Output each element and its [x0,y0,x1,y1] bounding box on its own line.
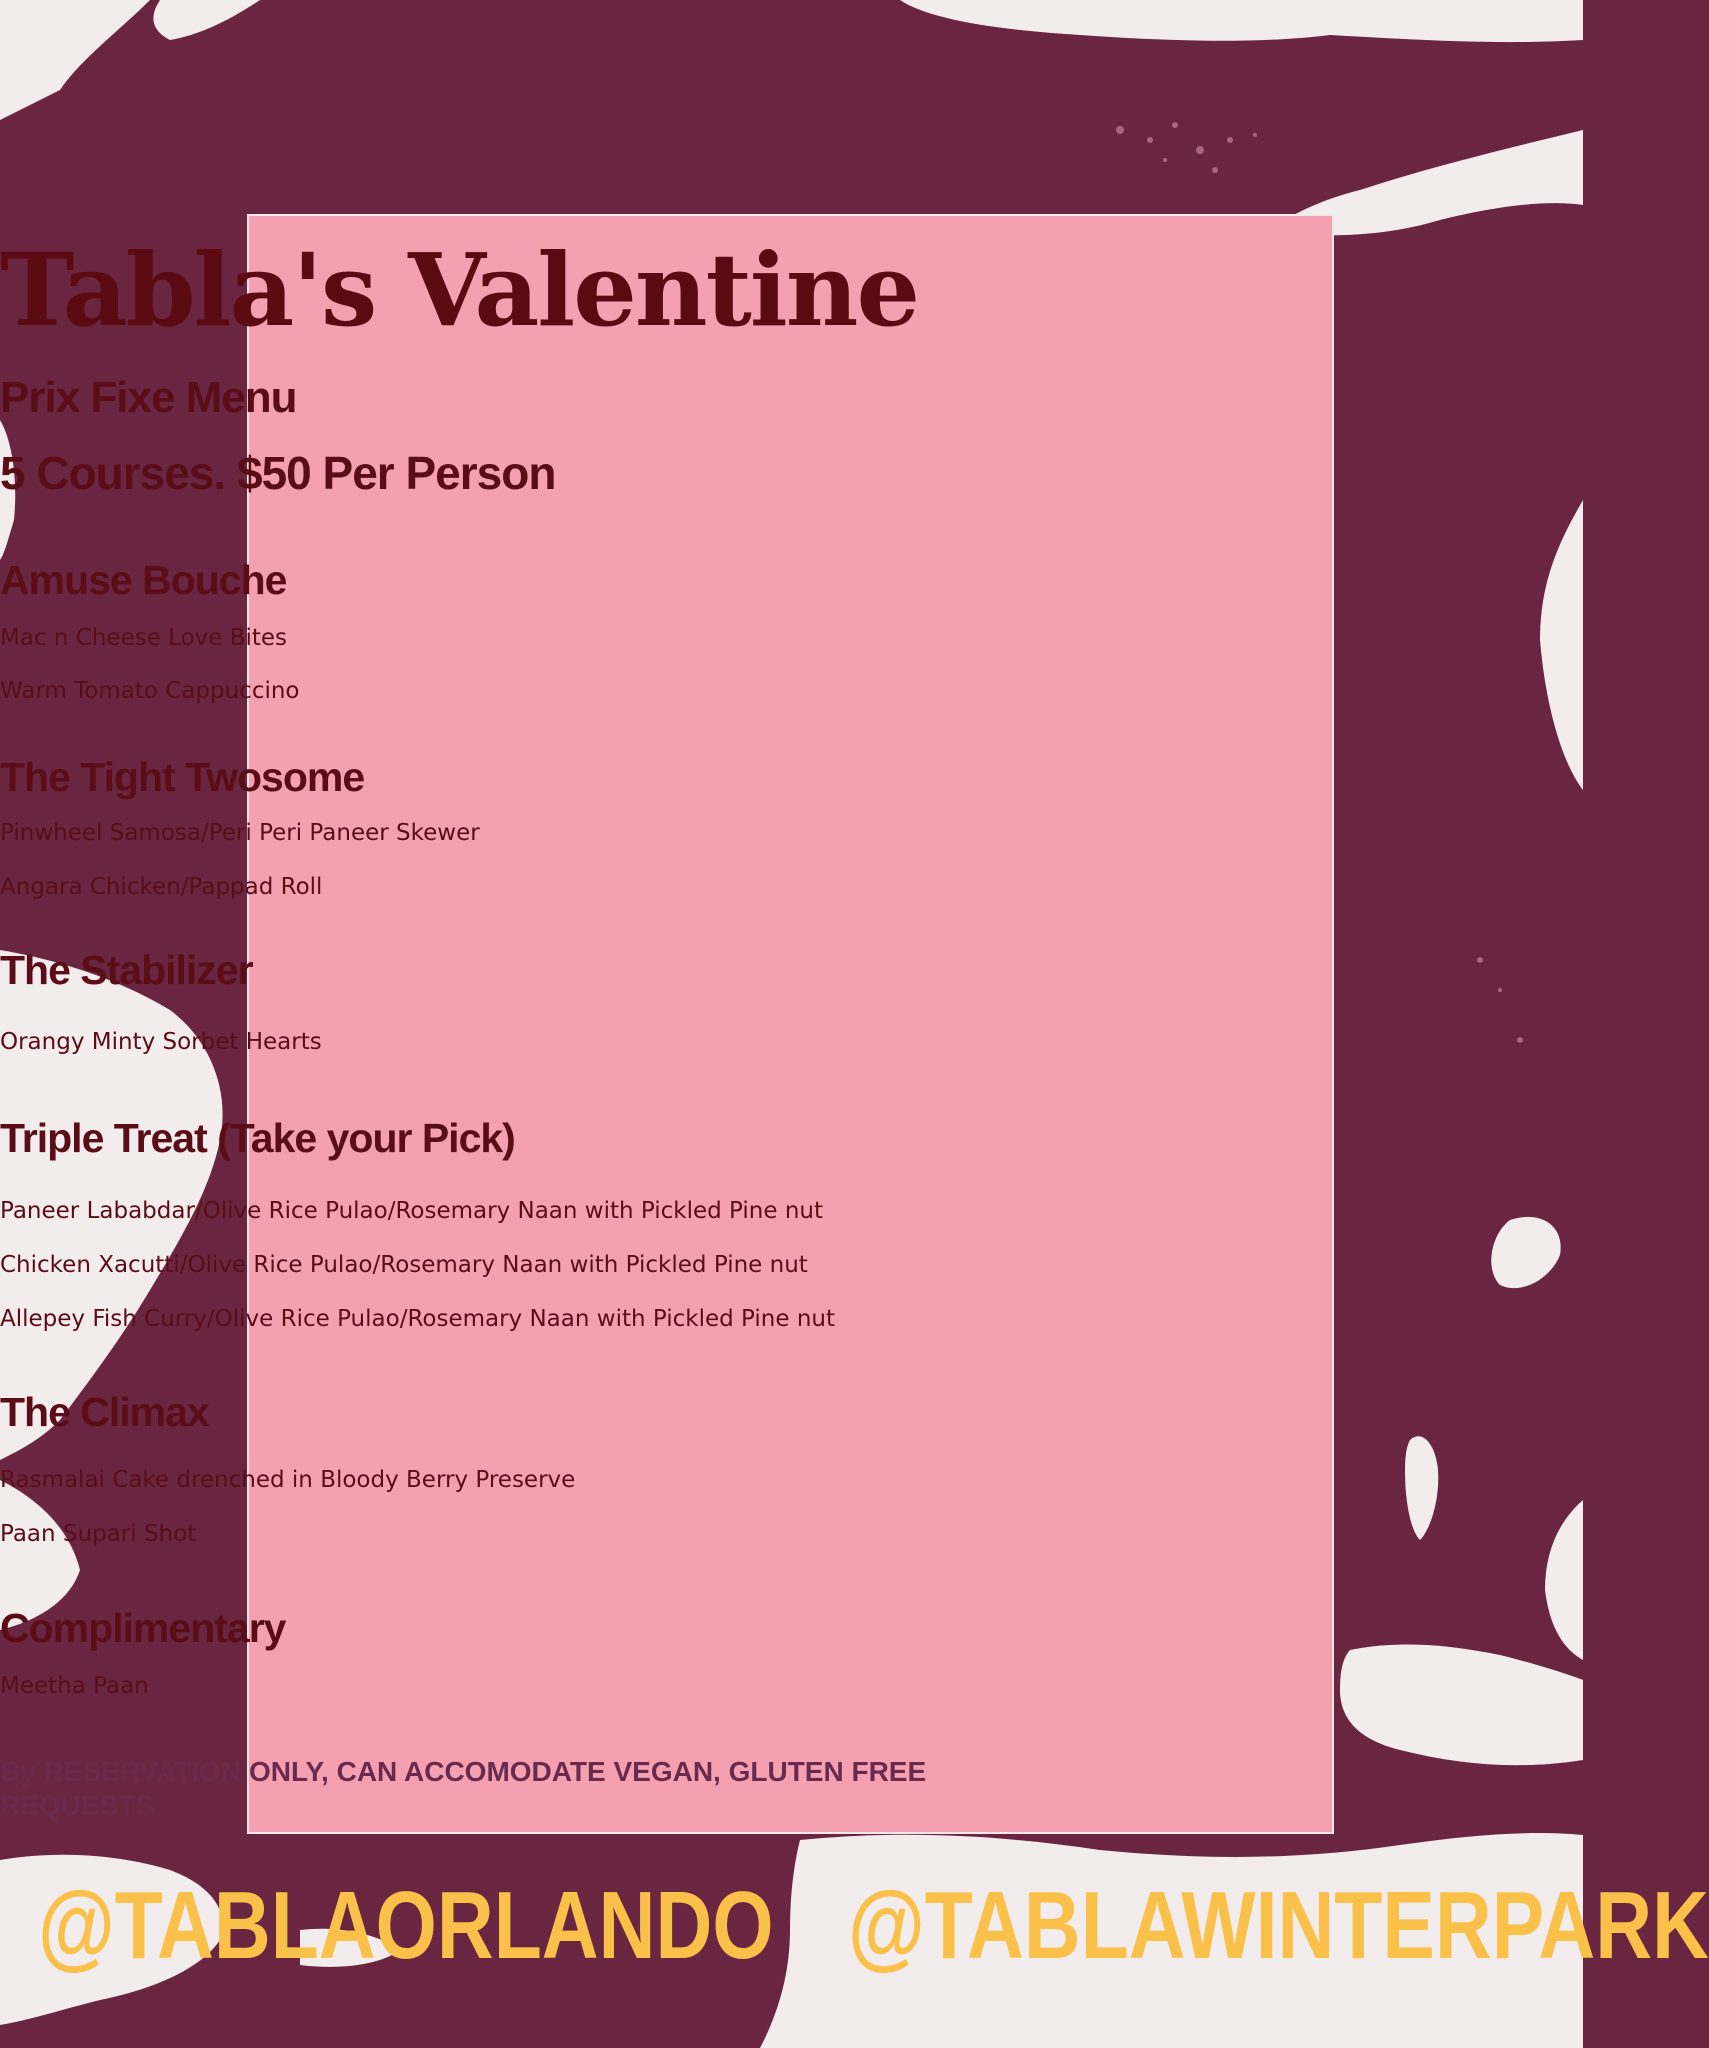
menu-item: Paneer Lababdar/Olive Rice Pulao/Rosemary Naan with Pickled Pine nut [0,1198,824,1224]
reservation-note-line-1: By RESERVATION ONLY, CAN ACCOMODATE VEGAN, GLUTEN FREE [0,1756,927,1787]
menu-item: Angara Chicken/Pappad Roll [0,874,323,900]
course-title-tight-twosome: The Tight Twosome [0,754,365,800]
social-handle-orlando: @TABLAORLANDO [38,1872,774,1979]
menu-item: Pinwheel Samosa/Peri Peri Paneer Skewer [0,820,480,846]
menu-item: Paan Supari Shot [0,1521,197,1547]
course-title-complimentary: Complimentary [0,1605,286,1651]
menu-subtitle: Prix Fixe Menu [0,373,297,422]
course-title-triple-treat: Triple Treat (Take your Pick) [0,1115,515,1161]
menu-item: Mac n Cheese Love Bites [0,625,288,651]
course-title-amuse-bouche: Amuse Bouche [0,557,287,603]
social-handle-winterpark: @TABLAWINTERPARK [848,1872,1709,1979]
reservation-note [0,1755,1583,1823]
menu-item: Warm Tomato Cappuccino [0,678,300,704]
course-title-stabilizer: The Stabilizer [0,947,253,993]
menu-title: Tabla's Valentine [0,231,919,349]
menu-item: Meetha Paan [0,1673,149,1699]
course-title-climax: The Climax [0,1389,209,1435]
reservation-note-line-2: REQUESTS [0,1790,155,1821]
menu-item: Rasmalai Cake drenched in Bloody Berry Preserve [0,1467,576,1493]
menu-item: Orangy Minty Sorbet Hearts [0,1029,322,1055]
price-line: 5 Courses. $50 Per Person [0,447,556,499]
menu-item: Chicken Xacutti/Olive Rice Pulao/Rosemary Naan with Pickled Pine nut [0,1252,808,1278]
menu-item: Allepey Fish Curry/Olive Rice Pulao/Rosemary Naan with Pickled Pine nut [0,1306,835,1332]
